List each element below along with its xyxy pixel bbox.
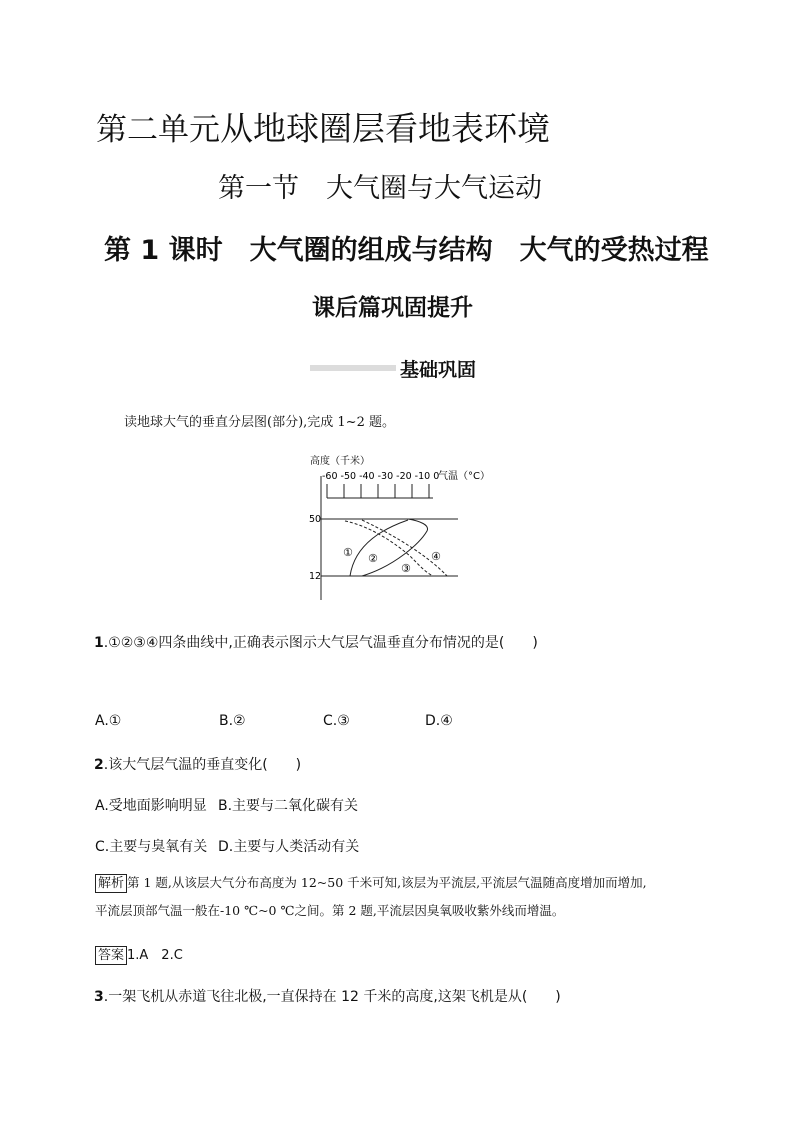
question-number: 2 (94, 757, 104, 773)
figure-curve-label-4: ④ (431, 550, 441, 563)
q2-option-a: A.受地面影响明显 (95, 798, 207, 814)
subsection-title: 基础巩固 (400, 359, 477, 381)
intro-text: 读地球大气的垂直分层图(部分),完成 1~2 题。 (124, 415, 395, 430)
unit-title (96, 103, 550, 150)
figure-curve-label-3: ③ (401, 562, 411, 575)
answer-text: 1.A 2.C (127, 948, 183, 963)
analysis-text-1: 第 1 题,从该层大气分布高度为 12~50 千米可知,该层为平流层,平流层气温随高度增加而增加, (127, 875, 647, 890)
analysis-label: 解析 (95, 874, 127, 893)
question-1 (94, 632, 538, 652)
unit-title-main: 从地球圈层看地表环境 (220, 109, 550, 148)
q1-option-a: A.① (95, 713, 122, 729)
atmosphere-layer-figure (300, 448, 500, 608)
question-text: .一架飞机从赤道飞往北极,一直保持在 12 千米的高度,这架飞机是从( ) (103, 989, 561, 1005)
q2-option-d: D.主要与人类活动有关 (218, 839, 360, 855)
figure-y-tick-12: 12 (309, 571, 322, 582)
subsection-bar (310, 365, 396, 371)
q2-option-b: B.主要与二氧化碳有关 (218, 798, 359, 814)
analysis-text-2: 平流层顶部气温一般在-10 ℃~0 ℃之间。第 2 题,平流层因臭氧吸收紫外线而增温。 (95, 903, 565, 918)
question-3 (94, 986, 561, 1006)
answer-label: 答案 (95, 946, 127, 965)
figure-curve-2 (362, 519, 428, 576)
unit-title-prefix: 第二单元 (96, 112, 220, 148)
figure-curve-label-2: ② (368, 552, 378, 565)
figure-y-label: 高度（千米） (310, 456, 370, 467)
lesson-title: 第 1 课时 大气圈的组成与结构 大气的受热过程 (104, 235, 709, 266)
q1-option-d: D.④ (425, 713, 453, 729)
figure-x-label: 气温（°C） (438, 471, 490, 482)
question-text: .①②③④四条曲线中,正确表示图示大气层气温垂直分布情况的是( ) (103, 635, 538, 651)
figure-x-scale-ticks (327, 484, 429, 498)
q1-option-c: C.③ (323, 713, 350, 729)
figure-y-tick-50: 50 (309, 514, 322, 525)
question-number: 3 (94, 989, 104, 1005)
q1-option-b: B.② (219, 713, 246, 729)
q2-option-c: C.主要与臭氧有关 (95, 839, 208, 855)
figure-curve-label-1: ① (343, 546, 353, 559)
question-text: .该大气层气温的垂直变化( ) (103, 757, 302, 773)
question-2 (94, 754, 301, 774)
answer-line (95, 944, 183, 965)
figure-curve-3 (345, 521, 433, 576)
practice-title: 课后篇巩固提升 (312, 295, 473, 321)
question-number: 1 (94, 635, 104, 651)
section-title: 第一节 大气圈与大气运动 (218, 173, 542, 204)
figure-x-ticks: -60 -50 -40 -30 -20 -10 0 (322, 471, 440, 482)
analysis-line-1 (95, 869, 647, 897)
